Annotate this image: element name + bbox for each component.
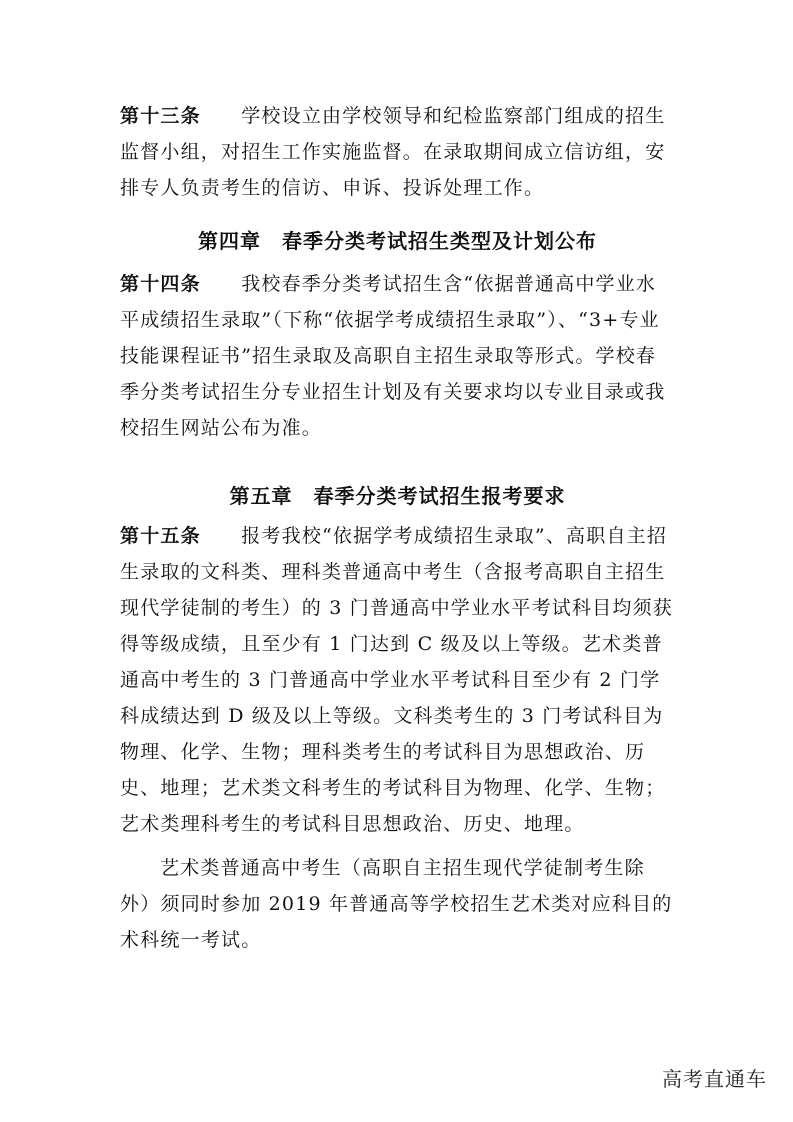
article-13-heading: 第十三条 [120,105,201,127]
article-14-paragraph [120,266,675,446]
article-15-paragraph [120,518,675,842]
chapter-5-title: 第五章 春季分类考试招生报考要求 [229,484,566,508]
article-15 [120,518,675,958]
article-15-text: 报考我校“依据学考成绩招生录取”、高职自主招生录取的文科类、理科类普通高中考生（含报考高职自主招生现代学徒制的考生）的 3 门普通高中学业水平考试科目均须获得等级成绩，且至少有 1 门达到 C 级及以上等级。艺术类普通高中考生的 3 门普通高中学业水平考试科目至少有 2 门学科成绩达到 D 级及以上等级。文科类考生的 3 门考试科目为物理、化学、生物；理科类考生的考试科目为思想政治、历史、地理；艺术类文科考生的考试科目为物理、化学、生物；艺术类理科考生的考试科目思想政治、历史、地理。 [120,525,673,835]
article-14-heading: 第十四条 [120,273,201,295]
watermark-logo-text: 高考直通车 [662,1067,767,1091]
chapter-4-title: 第四章 春季分类考试招生类型及计划公布 [198,229,597,253]
article-14-text: 我校春季分类考试招生含“依据普通高中学业水平成绩招生录取”（下称“依据学考成绩招生录取”）、“3+专业技能课程证书”招生录取及高职自主招生录取等形式。学校春季分类考试招生分专业招生计划及有关要求均以专业目录或我校招生网站公布为准。 [120,273,666,439]
article-13-text: 学校设立由学校领导和纪检监察部门组成的招生监督小组，对招生工作实施监督。在录取期间成立信访组，安排专人负责考生的信访、申诉、投诉处理工作。 [120,105,666,199]
article-15-heading: 第十五条 [120,525,201,547]
article-13 [120,98,675,206]
article-13-paragraph [120,98,675,206]
article-15-paragraph-2: 艺术类普通高中考生（高职自主招生现代学徒制考生除外）须同时参加 2019 年普通高等学校招生艺术类对应科目的术科统一考试。 [120,857,673,951]
article-14 [120,266,675,446]
